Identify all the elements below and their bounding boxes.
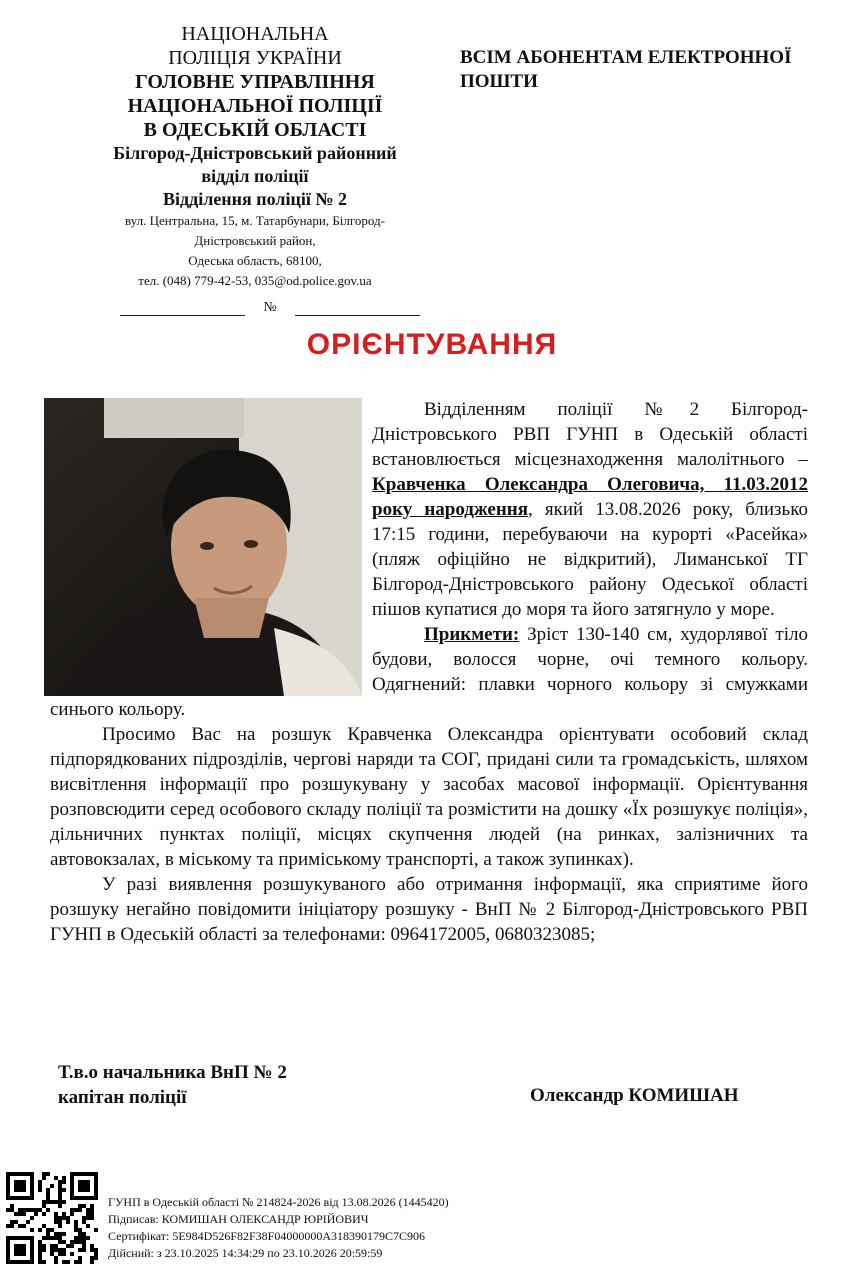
position-rank: капітан поліції: [58, 1087, 187, 1108]
signatory-position: [58, 1060, 287, 1110]
missing-person-name: Кравченка Олександра Олеговича, 11.03.2012 року народження: [372, 474, 808, 520]
registration-info: ГУНП в Одеській області № 214824-2026 від 13.08.2026 (1445420): [108, 1195, 449, 1209]
number-blank: [295, 303, 420, 316]
issuer-contacts: тел. (048) 779-42-53, 035@od.police.gov.ua: [138, 273, 372, 288]
circumstances-intro: Відділенням поліції №2 Білгород-Дністровського РВП ГУНП в Одеській області встановлюється місцезнаходження малолітнього –: [372, 399, 808, 470]
paragraph-request: Просимо Вас на розшук Кравченка Олександра орієнтувати особовий склад підпорядкованих підрозділів, чергові наряди та СОГ, придані сили та громадськість, шляхом висвітлення інформації про розшукувану у засобах масової інформації. Орієнтування розповсюдити серед особового складу поліції та розмістити на дошку «Їх розшукує поліція», дільничних пунктах поліції, місцях скупчення людей (на ринках, залізничних та автовокзалах, в міському та приміському транспорті, а також зупинках).: [50, 724, 808, 870]
orientation-text: [50, 397, 808, 947]
electronic-signature-stamp: [108, 1194, 449, 1262]
circumstances-details: , який 13.08.2026 року, близько 17:15 години, перебуваючи на курорті «Расейка» (пляж офіційно не відкритий), Лиманської ТГ Білгород-Дністровського району Одеської області пішов купатися до моря та його затягнуло у море.: [372, 499, 808, 620]
photo-space: [50, 397, 372, 697]
issuer-line: ПОЛІЦІЯ УКРАЇНИ: [168, 47, 342, 69]
issuer-line: В ОДЕСЬКІЙ ОБЛАСТІ: [143, 119, 367, 141]
position-title: Т.в.о начальника ВнП № 2: [58, 1062, 287, 1083]
date-blank: [120, 303, 245, 316]
issuer-line: Білгород-Дністровський районний: [113, 143, 397, 163]
document-title: ОРІЄНТУВАННЯ: [306, 328, 558, 361]
registration-line: [120, 300, 420, 316]
paragraph-contact: У разі виявлення розшукуваного або отримання інформації, яка сприятиме його розшуку негайно повідомити ініціатору розшуку - ВнП № 2 Білгород-Дністровського РВП ГУНП в Одеській області за телефонами: 0964172005, 0680323085;: [50, 874, 808, 945]
addressee: ВСІМ АБОНЕНТАМ ЕЛЕКТРОННОЇ ПОШТИ: [460, 47, 792, 92]
issuer-line: відділ поліції: [201, 166, 309, 186]
issuer-address: Одеська область, 68100,: [188, 253, 322, 268]
issuer-address: вул. Центральна, 15, м. Татарбунари, Білгород-: [125, 213, 385, 228]
issuer-line: Відділення поліції № 2: [163, 189, 347, 209]
description-text: Зріст 130-140 см, худорлявої тіло будови, волосся чорне, очі темного кольору. Одягнений: плавки чорного кольору зі смужками синього кольору.: [50, 624, 808, 720]
signatory-name: Олександр КОМИШАН: [530, 1085, 739, 1106]
number-sign: №: [263, 300, 277, 315]
issuer-line: НАЦІОНАЛЬНА: [181, 23, 329, 45]
issuer-address: Дністровський район,: [194, 233, 316, 248]
issuer-line: ГОЛОВНЕ УПРАВЛІННЯ: [135, 71, 375, 93]
issuer-line: НАЦІОНАЛЬНОЇ ПОЛІЦІЇ: [127, 95, 383, 117]
certificate-validity: Дійсний: з 23.10.2025 14:34:29 по 23.10.2026 20:59:59: [108, 1246, 383, 1260]
qr-code: [6, 1172, 98, 1264]
certificate-id: Сертифікат: 5E984D526F82F38F04000000A318390179C7C906: [108, 1229, 426, 1243]
signed-by: Підписав: КОМИШАН ОЛЕКСАНДР ЮРІЙОВИЧ: [108, 1212, 369, 1226]
description-label: Прикмети:: [424, 624, 520, 645]
issuer-header: [60, 22, 450, 291]
